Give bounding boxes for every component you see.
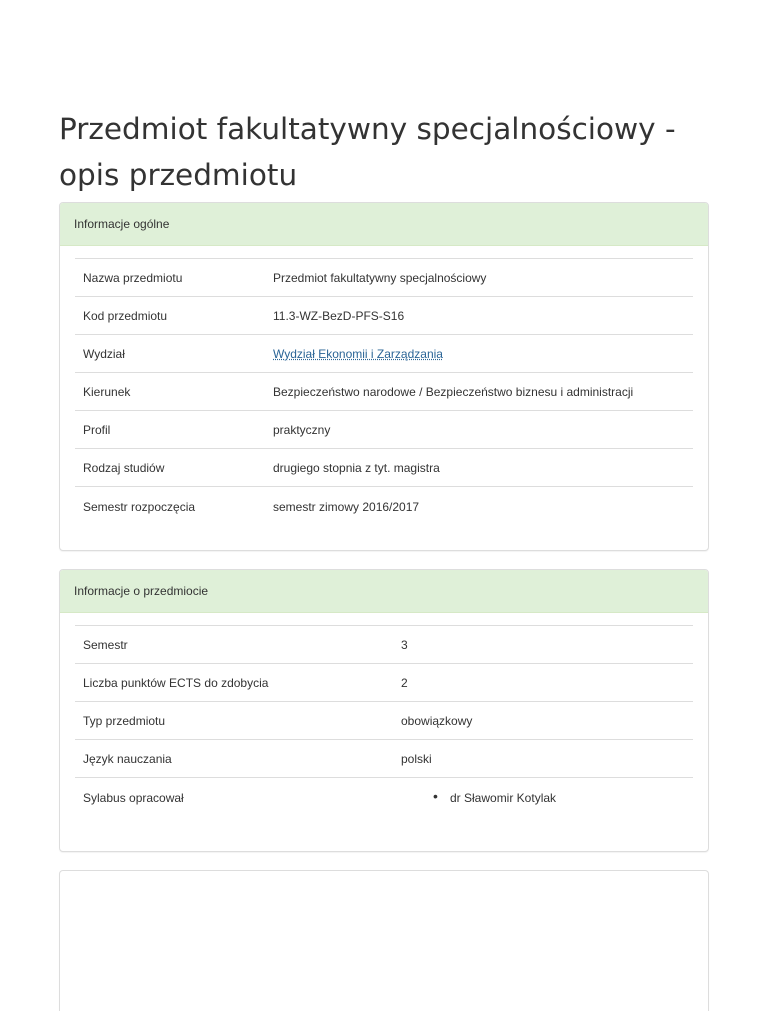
row-label: Nazwa przedmiotu — [75, 259, 265, 297]
row-label: Profil — [75, 411, 265, 449]
row-label: Kierunek — [75, 373, 265, 411]
row-label: Typ przedmiotu — [75, 702, 393, 740]
table-row — [75, 664, 693, 702]
course-info-table — [75, 625, 693, 841]
table-row — [75, 778, 693, 842]
row-label: Liczba punktów ECTS do zdobycia — [75, 664, 393, 702]
table-row — [75, 335, 693, 373]
table-row — [75, 373, 693, 411]
row-value: praktyczny — [265, 411, 693, 449]
row-value — [393, 778, 693, 842]
general-info-heading: Informacje ogólne — [60, 203, 708, 246]
row-label: Wydział — [75, 335, 265, 373]
row-value: polski — [393, 740, 693, 778]
row-label: Język nauczania — [75, 740, 393, 778]
row-value — [265, 335, 693, 373]
row-value: 3 — [393, 626, 693, 664]
row-value: 11.3-WZ-BezD-PFS-S16 — [265, 297, 693, 335]
row-value: obowiązkowy — [393, 702, 693, 740]
table-row — [75, 487, 693, 551]
general-info-table — [75, 258, 693, 550]
course-info-heading: Informacje o przedmiocie — [60, 570, 708, 613]
row-label: Semestr — [75, 626, 393, 664]
next-panel — [59, 870, 709, 1011]
row-label: Sylabus opracował — [75, 778, 393, 842]
course-info-panel — [59, 569, 709, 852]
table-row — [75, 740, 693, 778]
list-item: • dr Sławomir Kotylak — [441, 791, 685, 805]
syllabus-authors-list — [401, 791, 685, 805]
table-row — [75, 626, 693, 664]
table-row — [75, 702, 693, 740]
general-info-panel — [59, 202, 709, 551]
row-label: Semestr rozpoczęcia — [75, 487, 265, 551]
faculty-link[interactable]: Wydział Ekonomii i Zarządzania — [273, 346, 443, 361]
row-value: 2 — [393, 664, 693, 702]
table-row — [75, 411, 693, 449]
row-value: Przedmiot fakultatywny specjalnościowy — [265, 259, 693, 297]
table-row — [75, 449, 693, 487]
table-row — [75, 297, 693, 335]
row-value: Bezpieczeństwo narodowe / Bezpieczeństwo biznesu i administracji — [265, 373, 693, 411]
row-label: Kod przedmiotu — [75, 297, 265, 335]
table-row — [75, 259, 693, 297]
page-title: Przedmiot fakultatywny specjalnościowy - opis przedmiotu — [59, 112, 676, 192]
row-value: drugiego stopnia z tyt. magistra — [265, 449, 693, 487]
row-label: Rodzaj studiów — [75, 449, 265, 487]
row-value: semestr zimowy 2016/2017 — [265, 487, 693, 551]
